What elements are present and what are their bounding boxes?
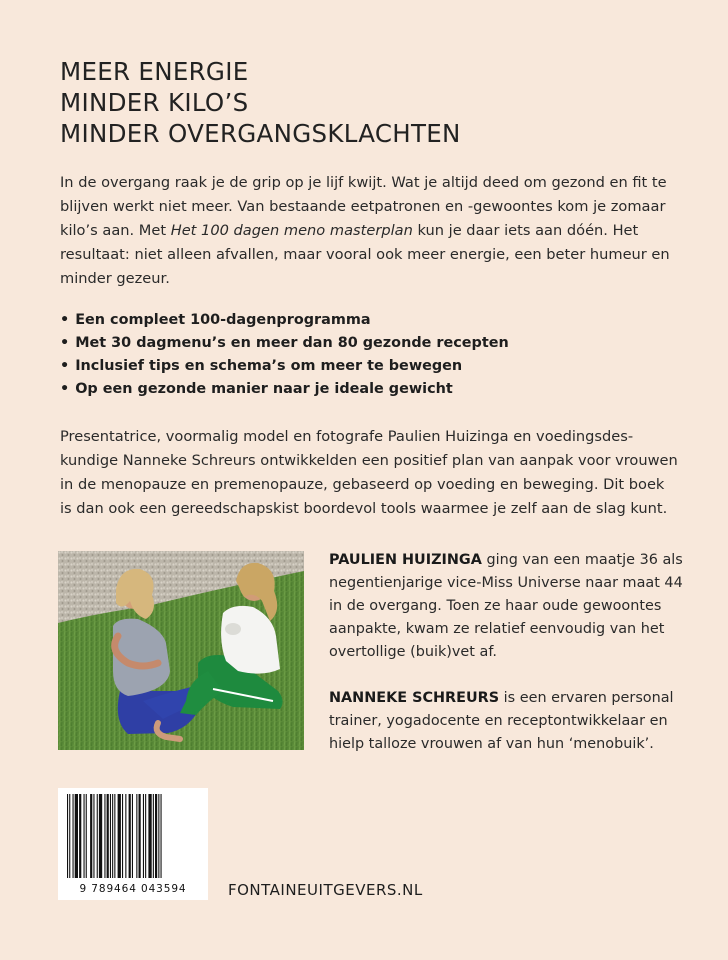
list-item xyxy=(60,309,680,332)
barcode-bar xyxy=(125,794,126,878)
barcode-bar xyxy=(84,794,85,878)
barcode-bar xyxy=(90,794,92,878)
author1-bio xyxy=(329,549,689,664)
list-item xyxy=(60,378,680,401)
barcode-bar xyxy=(129,794,131,878)
barcode-bar xyxy=(145,794,146,878)
barcode-bar xyxy=(86,794,87,878)
list-item xyxy=(60,355,680,378)
barcode-bar xyxy=(112,794,113,878)
barcode-bar xyxy=(143,794,144,878)
barcode-bar xyxy=(158,794,159,878)
barcode-bar xyxy=(161,794,162,878)
author2-bio xyxy=(329,687,689,756)
book-title: Het 100 dagen meno masterplan xyxy=(170,222,413,239)
barcode-bar xyxy=(148,794,151,878)
barcode-bar xyxy=(97,794,98,878)
barcode-bar xyxy=(155,794,157,878)
barcode-bar xyxy=(153,794,154,878)
barcode-bar xyxy=(136,794,137,878)
list-item xyxy=(60,332,680,355)
intro-paragraph xyxy=(60,171,680,291)
barcode-bar xyxy=(73,794,74,878)
barcode xyxy=(58,788,208,900)
about-paragraph: Presentatrice, voormalig model en fotografe Paulien Huizinga en voedingsdes-kundige Nanneke Schreurs ontwikkelden een positief plan van aanpak voor vrouwen in de menopauze en premenopauze, gebaseerd op voeding en beweging. Dit boek is dan ook een gereedschapskist boordevol tools waarmee je zelf aan de slag kunt. xyxy=(60,428,678,517)
headline-line-3: MINDER OVERGANGSKLACHTEN xyxy=(60,119,461,148)
barcode-bar xyxy=(132,794,133,878)
barcode-bar xyxy=(67,794,68,878)
list-item-text: Op een gezonde manier naar je ideale gewicht xyxy=(75,381,453,397)
intro-text-part-1: In de overgang raak je de grip op je lijf kwijt. Wat je altijd deed om gezond en fit te blijven werkt niet meer. Van bestaande eetpatronen en -gewoontes kom je zomaar kilo’s aan. Met xyxy=(60,174,667,239)
barcode-bar xyxy=(79,794,81,878)
barcode-bar xyxy=(99,794,102,878)
barcode-bar xyxy=(122,794,123,878)
barcode-bar xyxy=(118,794,121,878)
barcode-bar xyxy=(93,794,94,878)
barcode-bar xyxy=(139,794,141,878)
barcode-bar xyxy=(69,794,70,878)
author2-text: is een ervaren personal trainer, yogadocente en receptontwikkelaar en hielp talloze vrouwen af van hun ‘menobuik’. xyxy=(329,690,674,752)
author1-name: PAULIEN HUIZINGA xyxy=(329,552,482,568)
headline-line-2: MINDER KILO’S xyxy=(60,88,249,117)
bullet-icon: • xyxy=(60,335,70,351)
barcode-bar xyxy=(104,794,105,878)
list-item-text: Inclusief tips en schema’s om meer te bewegen xyxy=(75,358,463,374)
list-item-text: Een compleet 100-dagenprogramma xyxy=(75,312,371,328)
bullet-icon: • xyxy=(60,312,70,328)
author2-name: NANNEKE SCHREURS xyxy=(329,690,500,706)
barcode-bar xyxy=(110,794,111,878)
barcode-bar xyxy=(75,794,78,878)
feature-list xyxy=(60,309,680,401)
bullet-icon: • xyxy=(60,381,70,397)
bullet-icon: • xyxy=(60,358,70,374)
list-item-text: Met 30 dagmenu’s en meer dan 80 gezonde recepten xyxy=(75,335,509,351)
barcode-bars xyxy=(64,794,202,878)
barcode-bar xyxy=(107,794,109,878)
intro-text-part-2: kun je daar iets aan dóén. Het resultaat: niet alleen afvallen, maar vooral ook meer energie, een beter humeur en minder gezeur. xyxy=(60,222,670,287)
headline-line-1: MEER ENERGIE xyxy=(60,57,249,86)
authors-photo-icon xyxy=(58,551,304,750)
headline xyxy=(60,56,461,149)
isbn-number: 9 789464 043594 xyxy=(79,883,187,895)
barcode-bar xyxy=(114,794,115,878)
author1-text: ging van een maatje 36 als negentienjarige vice-Miss Universe naar maat 44 in de overgang. Toen ze haar oude gewoontes aanpakte, kwam ze relatief eenvoudig van het overtollige (buik)vet af. xyxy=(329,552,683,660)
publisher-website: FONTAINEUITGEVERS.NL xyxy=(228,881,423,899)
author-bios xyxy=(329,549,689,779)
